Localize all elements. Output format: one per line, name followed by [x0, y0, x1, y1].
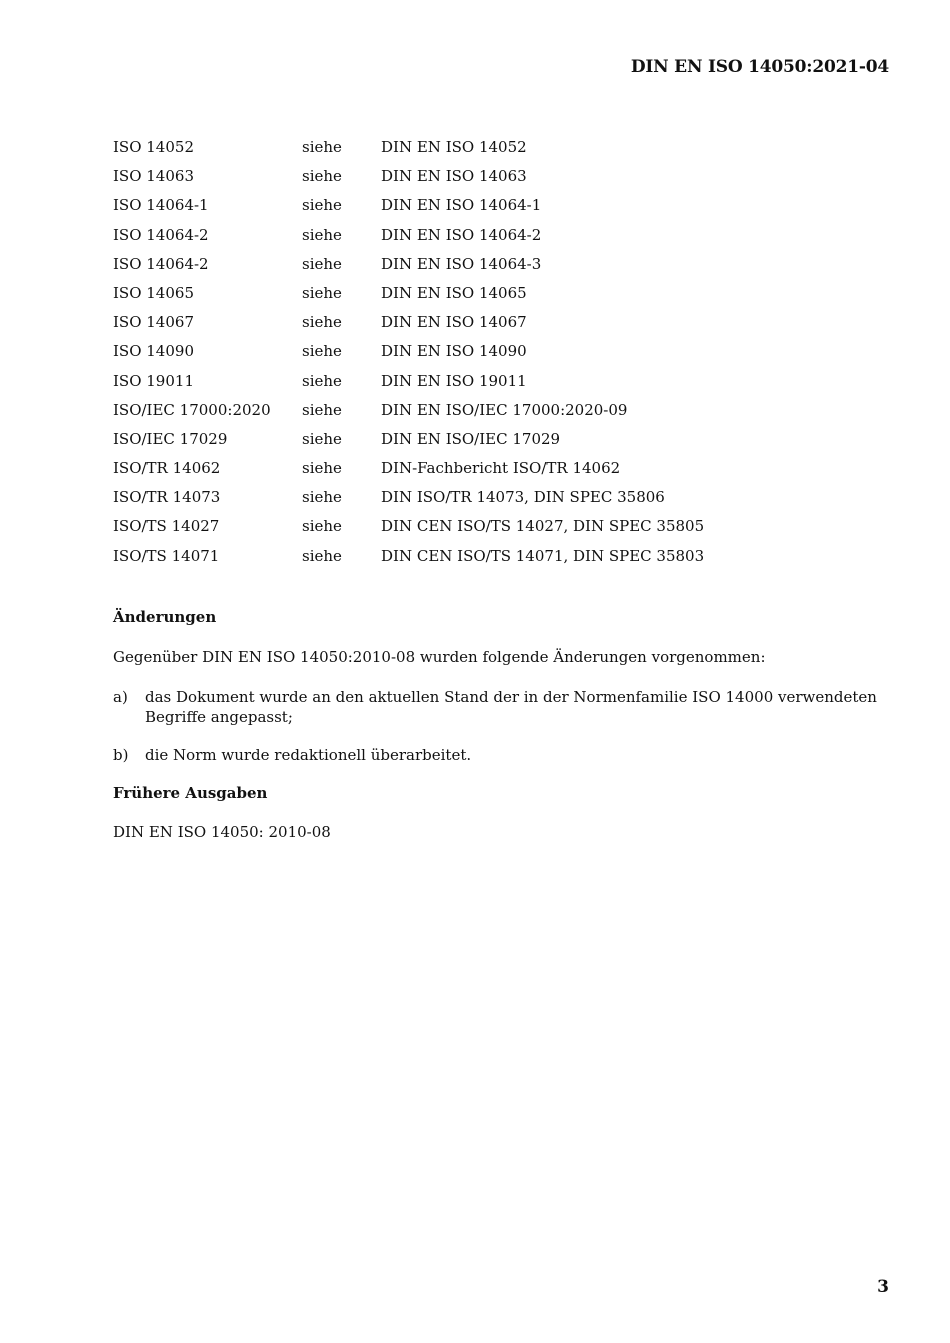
din-reference: DIN EN ISO 19011 [381, 371, 527, 390]
iso-reference: ISO 14090 [113, 342, 194, 361]
see-label: siehe [302, 138, 342, 156]
see-label: siehe [302, 546, 342, 565]
din-reference: DIN ISO/TR 14073, DIN SPEC 35806 [381, 488, 665, 507]
din-reference: DIN EN ISO/IEC 17029 [381, 429, 561, 448]
din-reference: DIN CEN ISO/TS 14027, DIN SPEC 35805 [381, 517, 705, 536]
see-label: siehe [302, 225, 342, 244]
iso-reference: ISO 14063 [113, 167, 194, 186]
see-label: siehe [302, 429, 342, 448]
iso-reference: ISO 14065 [113, 283, 194, 302]
previous-editions-text: DIN EN ISO 14050: 2010-08 [113, 823, 331, 841]
iso-reference: ISO 14064-2 [113, 225, 209, 244]
din-reference: DIN EN ISO 14063 [381, 167, 527, 186]
iso-reference: ISO/TS 14027 [113, 517, 220, 536]
iso-reference: ISO/TS 14071 [113, 546, 220, 565]
see-label: siehe [302, 459, 342, 478]
list-marker: a) [113, 688, 128, 706]
din-reference: DIN EN ISO 14064-3 [381, 254, 542, 273]
page-number: 3 [877, 1277, 889, 1297]
see-label: siehe [302, 371, 342, 390]
din-reference: DIN EN ISO 14065 [381, 283, 527, 302]
changes-intro: Gegenüber DIN EN ISO 14050:2010-08 wurden folgende Änderungen vorgenommen: [113, 648, 766, 666]
din-reference: DIN EN ISO 14064-2 [381, 225, 542, 244]
din-reference: DIN-Fachbericht ISO/TR 14062 [381, 459, 621, 478]
iso-reference: ISO 14064-1 [113, 196, 209, 215]
changes-heading: Änderungen [113, 608, 217, 626]
iso-reference: ISO 14064-2 [113, 254, 209, 273]
list-text: das Dokument wurde an den aktuellen Stand der in der Normenfamilie ISO 14000 verwendeten Begriffe angepasst; [145, 688, 877, 726]
iso-reference: ISO/IEC 17029 [113, 429, 228, 448]
list-marker: b) [113, 746, 129, 764]
list-item [113, 687, 893, 727]
iso-reference: ISO 14067 [113, 313, 194, 332]
iso-reference: ISO 14052 [113, 138, 194, 156]
din-reference: DIN CEN ISO/TS 14071, DIN SPEC 35803 [381, 546, 705, 565]
previous-editions-heading: Frühere Ausgaben [113, 784, 268, 802]
iso-reference: ISO/IEC 17000:2020 [113, 400, 271, 419]
list-item [113, 745, 893, 765]
iso-reference: ISO/TR 14073 [113, 488, 221, 507]
iso-reference: ISO 19011 [113, 371, 194, 390]
din-reference: DIN EN ISO 14052 [381, 138, 527, 156]
din-reference: DIN EN ISO/IEC 17000:2020-09 [381, 400, 628, 419]
see-label: siehe [302, 342, 342, 361]
din-reference: DIN EN ISO 14067 [381, 313, 527, 332]
see-label: siehe [302, 517, 342, 536]
see-label: siehe [302, 254, 342, 273]
document-header-title: DIN EN ISO 14050:2021-04 [630, 57, 889, 77]
see-label: siehe [302, 313, 342, 332]
see-label: siehe [302, 167, 342, 186]
see-label: siehe [302, 400, 342, 419]
iso-reference: ISO/TR 14062 [113, 459, 221, 478]
see-label: siehe [302, 488, 342, 507]
din-reference: DIN EN ISO 14064-1 [381, 196, 542, 215]
din-reference: DIN EN ISO 14090 [381, 342, 527, 361]
list-text: die Norm wurde redaktionell überarbeitet. [145, 746, 472, 764]
see-label: siehe [302, 283, 342, 302]
see-label: siehe [302, 196, 342, 215]
